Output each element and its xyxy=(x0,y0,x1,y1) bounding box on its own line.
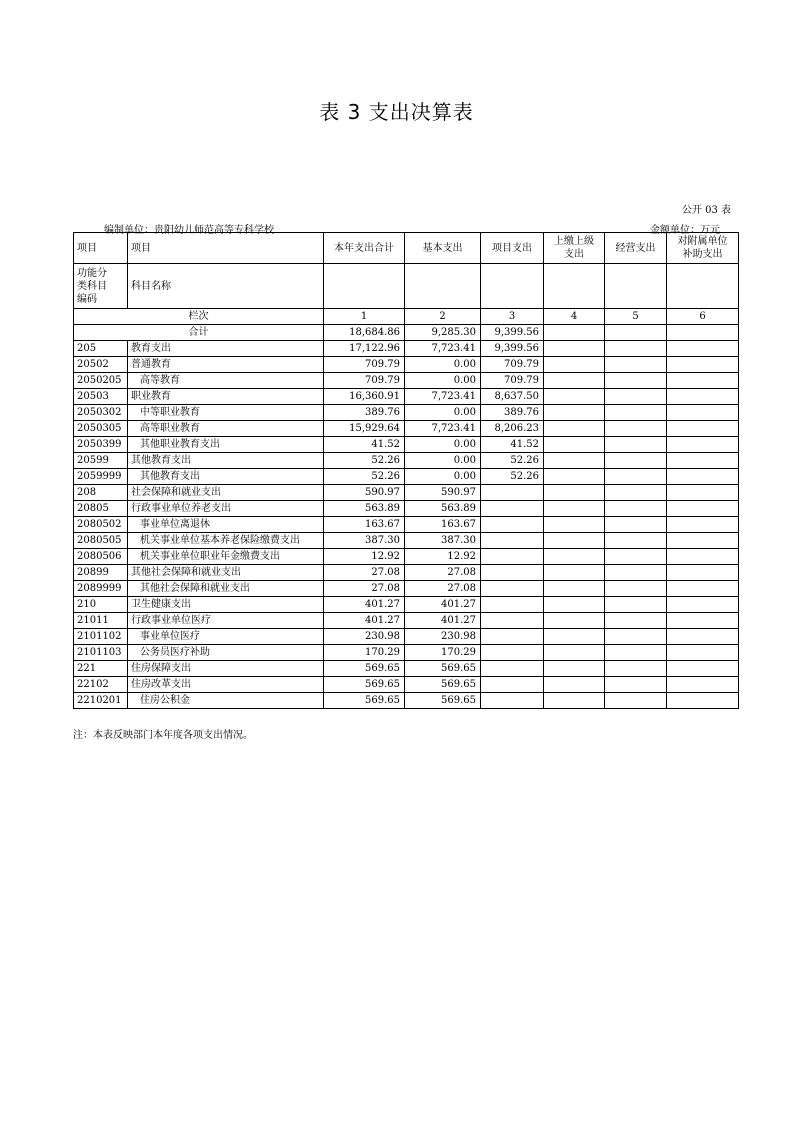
blank-cell xyxy=(605,501,667,517)
row-basic: 0.00 xyxy=(405,405,481,421)
column-number-5: 5 xyxy=(605,309,667,325)
row-basic: 0.00 xyxy=(405,453,481,469)
blank-cell xyxy=(667,581,739,597)
row-name: 其他教育支出 xyxy=(128,453,324,469)
blank-cell xyxy=(544,264,605,309)
amount-unit: 金额单位：万元 xyxy=(650,225,720,236)
blank-cell xyxy=(667,341,739,357)
table-row xyxy=(74,405,739,421)
row-total: 52.26 xyxy=(324,469,405,485)
row-code: 2080506 xyxy=(74,549,128,565)
row-name: 中等职业教育 xyxy=(128,405,324,421)
blank-cell xyxy=(667,357,739,373)
row-basic: 401.27 xyxy=(405,597,481,613)
blank-cell xyxy=(667,325,739,341)
compiling-unit: 编制单位：贵阳幼儿师范高等专科学校 xyxy=(104,225,274,236)
row-project xyxy=(481,613,544,629)
row-code: 2050305 xyxy=(74,421,128,437)
row-total: 590.97 xyxy=(324,485,405,501)
row-project: 52.26 xyxy=(481,469,544,485)
row-total: 401.27 xyxy=(324,597,405,613)
row-project xyxy=(481,565,544,581)
table-row xyxy=(74,565,739,581)
row-name: 高等职业教育 xyxy=(128,421,324,437)
row-total: 563.89 xyxy=(324,501,405,517)
header-upper xyxy=(544,233,605,264)
row-code: 2059999 xyxy=(74,469,128,485)
row-project xyxy=(481,693,544,709)
row-name: 其他社会保障和就业支出 xyxy=(128,581,324,597)
row-name: 事业单位离退休 xyxy=(128,517,324,533)
blank-cell xyxy=(544,565,605,581)
blank-cell xyxy=(605,677,667,693)
blank-cell xyxy=(605,341,667,357)
blank-cell xyxy=(544,373,605,389)
blank-cell xyxy=(544,341,605,357)
row-project xyxy=(481,629,544,645)
column-number-3: 3 xyxy=(481,309,544,325)
row-project xyxy=(481,517,544,533)
blank-cell xyxy=(405,264,481,309)
table-row xyxy=(74,437,739,453)
blank-cell xyxy=(667,629,739,645)
row-total: 230.98 xyxy=(324,629,405,645)
row-name: 事业单位医疗 xyxy=(128,629,324,645)
row-project xyxy=(481,581,544,597)
row-total: 387.30 xyxy=(324,533,405,549)
total-project: 9,399.56 xyxy=(481,325,544,341)
row-basic: 7,723.41 xyxy=(405,341,481,357)
row-basic: 401.27 xyxy=(405,613,481,629)
blank-cell xyxy=(605,389,667,405)
blank-cell xyxy=(605,405,667,421)
blank-cell xyxy=(544,437,605,453)
table-row xyxy=(74,389,739,405)
table-row xyxy=(74,629,739,645)
row-code: 2080505 xyxy=(74,533,128,549)
row-name: 社会保障和就业支出 xyxy=(128,485,324,501)
header-total: 本年支出合计 xyxy=(324,233,405,264)
blank-cell xyxy=(544,613,605,629)
header-code-2-line1: 功能分 xyxy=(77,267,107,279)
blank-cell xyxy=(544,581,605,597)
header-upper-line1: 上缴上级 xyxy=(554,236,594,247)
header-code-2-line3: 编码 xyxy=(77,293,97,305)
row-total: 41.52 xyxy=(324,437,405,453)
row-total: 569.65 xyxy=(324,693,405,709)
blank-cell xyxy=(667,373,739,389)
row-name: 住房保障支出 xyxy=(128,661,324,677)
blank-cell xyxy=(605,597,667,613)
table-row xyxy=(74,581,739,597)
table-row xyxy=(74,421,739,437)
row-code: 21011 xyxy=(74,613,128,629)
table-row xyxy=(74,357,739,373)
total-basic: 9,285.30 xyxy=(405,325,481,341)
header-subsidy xyxy=(667,233,739,264)
row-project xyxy=(481,661,544,677)
table-row xyxy=(74,501,739,517)
blank-cell xyxy=(605,613,667,629)
table-row xyxy=(74,597,739,613)
row-total: 170.29 xyxy=(324,645,405,661)
row-name: 行政事业单位养老支出 xyxy=(128,501,324,517)
row-total: 17,122.96 xyxy=(324,341,405,357)
row-code: 20502 xyxy=(74,357,128,373)
row-basic: 12.92 xyxy=(405,549,481,565)
total-row xyxy=(74,325,739,341)
row-code: 2050399 xyxy=(74,437,128,453)
row-name: 机关事业单位职业年金缴费支出 xyxy=(128,549,324,565)
blank-cell xyxy=(544,485,605,501)
blank-cell xyxy=(667,693,739,709)
blank-cell xyxy=(544,357,605,373)
row-basic: 27.08 xyxy=(405,581,481,597)
blank-cell xyxy=(667,264,739,309)
row-basic: 0.00 xyxy=(405,357,481,373)
blank-cell xyxy=(605,565,667,581)
blank-cell xyxy=(544,501,605,517)
blank-cell xyxy=(667,565,739,581)
blank-cell xyxy=(605,485,667,501)
row-basic: 0.00 xyxy=(405,373,481,389)
row-project: 389.76 xyxy=(481,405,544,421)
blank-cell xyxy=(605,264,667,309)
blank-cell xyxy=(667,597,739,613)
row-code: 210 xyxy=(74,597,128,613)
row-name: 其他社会保障和就业支出 xyxy=(128,565,324,581)
row-project xyxy=(481,597,544,613)
column-number-1: 1 xyxy=(324,309,405,325)
row-project: 52.26 xyxy=(481,453,544,469)
blank-cell xyxy=(667,613,739,629)
row-project: 8,637.50 xyxy=(481,389,544,405)
table-row xyxy=(74,517,739,533)
blank-cell xyxy=(605,629,667,645)
row-code: 22102 xyxy=(74,677,128,693)
row-code: 20805 xyxy=(74,501,128,517)
row-total: 27.08 xyxy=(324,581,405,597)
row-total: 709.79 xyxy=(324,373,405,389)
blank-cell xyxy=(605,533,667,549)
table-row xyxy=(74,613,739,629)
blank-cell xyxy=(667,677,739,693)
row-basic: 163.67 xyxy=(405,517,481,533)
expenditure-table xyxy=(73,232,739,709)
blank-cell xyxy=(605,645,667,661)
blank-cell xyxy=(544,629,605,645)
blank-cell xyxy=(605,693,667,709)
blank-cell xyxy=(667,485,739,501)
blank-cell xyxy=(605,517,667,533)
blank-cell xyxy=(324,264,405,309)
row-code: 2101103 xyxy=(74,645,128,661)
row-basic: 569.65 xyxy=(405,693,481,709)
row-project xyxy=(481,549,544,565)
header-project: 项目支出 xyxy=(481,233,544,264)
table-row xyxy=(74,661,739,677)
row-code: 2101102 xyxy=(74,629,128,645)
row-basic: 170.29 xyxy=(405,645,481,661)
table-row xyxy=(74,645,739,661)
table-row xyxy=(74,693,739,709)
row-name: 机关事业单位基本养老保险缴费支出 xyxy=(128,533,324,549)
header-subsidy-line1: 对附属单位 xyxy=(677,236,728,247)
row-total: 52.26 xyxy=(324,453,405,469)
row-basic: 387.30 xyxy=(405,533,481,549)
column-number-2: 2 xyxy=(405,309,481,325)
blank-cell xyxy=(544,533,605,549)
blank-cell xyxy=(544,693,605,709)
blank-cell xyxy=(667,453,739,469)
total-label: 合计 xyxy=(74,325,324,341)
blank-cell xyxy=(544,517,605,533)
row-total: 401.27 xyxy=(324,613,405,629)
row-project xyxy=(481,677,544,693)
table-row xyxy=(74,549,739,565)
row-name: 公务员医疗补助 xyxy=(128,645,324,661)
blank-cell xyxy=(667,421,739,437)
row-project: 41.52 xyxy=(481,437,544,453)
row-name: 卫生健康支出 xyxy=(128,597,324,613)
blank-cell xyxy=(544,677,605,693)
row-total: 12.92 xyxy=(324,549,405,565)
blank-cell xyxy=(605,453,667,469)
blank-cell xyxy=(544,325,605,341)
blank-cell xyxy=(667,661,739,677)
row-name: 职业教育 xyxy=(128,389,324,405)
row-basic: 230.98 xyxy=(405,629,481,645)
row-total: 709.79 xyxy=(324,357,405,373)
table-row xyxy=(74,485,739,501)
blank-cell xyxy=(667,645,739,661)
table-row xyxy=(74,341,739,357)
row-basic: 0.00 xyxy=(405,437,481,453)
row-code: 221 xyxy=(74,661,128,677)
header-row xyxy=(74,233,739,264)
row-code: 2050302 xyxy=(74,405,128,421)
row-total: 163.67 xyxy=(324,517,405,533)
table-row xyxy=(74,373,739,389)
blank-cell xyxy=(667,469,739,485)
blank-cell xyxy=(605,421,667,437)
header-code-2 xyxy=(74,264,128,309)
blank-cell xyxy=(667,389,739,405)
row-code: 20899 xyxy=(74,565,128,581)
blank-cell xyxy=(544,421,605,437)
blank-cell xyxy=(667,533,739,549)
row-project xyxy=(481,501,544,517)
blank-cell xyxy=(544,661,605,677)
blank-cell xyxy=(544,405,605,421)
header-business: 经营支出 xyxy=(605,233,667,264)
row-basic: 569.65 xyxy=(405,677,481,693)
page-title: 表 3 支出决算表 xyxy=(319,100,474,124)
row-total: 569.65 xyxy=(324,677,405,693)
header-upper-line2: 支出 xyxy=(564,249,584,260)
row-basic: 569.65 xyxy=(405,661,481,677)
blank-cell xyxy=(544,597,605,613)
footnote: 注：本表反映部门本年度各项支出情况。 xyxy=(73,730,253,741)
blank-cell xyxy=(605,469,667,485)
row-name: 高等教育 xyxy=(128,373,324,389)
row-project xyxy=(481,645,544,661)
header-code-2-line2: 类科目 xyxy=(77,280,107,292)
row-total: 16,360.91 xyxy=(324,389,405,405)
row-project xyxy=(481,533,544,549)
row-total: 15,929.64 xyxy=(324,421,405,437)
row-code: 20599 xyxy=(74,453,128,469)
header-code: 项目 xyxy=(74,233,128,264)
blank-cell xyxy=(605,437,667,453)
row-code: 2050205 xyxy=(74,373,128,389)
row-project xyxy=(481,485,544,501)
header-basic: 基本支出 xyxy=(405,233,481,264)
row-name: 住房改革支出 xyxy=(128,677,324,693)
row-code: 205 xyxy=(74,341,128,357)
row-name: 其他职业教育支出 xyxy=(128,437,324,453)
column-number-label: 栏次 xyxy=(74,309,324,325)
table-row xyxy=(74,469,739,485)
blank-cell xyxy=(605,357,667,373)
header-subsidy-line2: 补助支出 xyxy=(682,249,723,260)
blank-cell xyxy=(605,325,667,341)
total-amount: 18,684.86 xyxy=(324,325,405,341)
row-total: 389.76 xyxy=(324,405,405,421)
blank-cell xyxy=(605,373,667,389)
blank-cell xyxy=(667,405,739,421)
row-basic: 563.89 xyxy=(405,501,481,517)
header-row-2 xyxy=(74,264,739,309)
column-number-row xyxy=(74,309,739,325)
row-basic: 590.97 xyxy=(405,485,481,501)
blank-cell xyxy=(544,389,605,405)
blank-cell xyxy=(481,264,544,309)
blank-cell xyxy=(544,645,605,661)
table-row xyxy=(74,533,739,549)
row-project: 709.79 xyxy=(481,357,544,373)
row-name: 教育支出 xyxy=(128,341,324,357)
blank-cell xyxy=(667,517,739,533)
column-number-6: 6 xyxy=(667,309,739,325)
header-name: 项目 xyxy=(128,233,324,264)
row-name: 普通教育 xyxy=(128,357,324,373)
row-total: 27.08 xyxy=(324,565,405,581)
row-basic: 7,723.41 xyxy=(405,389,481,405)
blank-cell xyxy=(605,581,667,597)
blank-cell xyxy=(605,661,667,677)
row-name: 其他教育支出 xyxy=(128,469,324,485)
row-basic: 7,723.41 xyxy=(405,421,481,437)
row-code: 2089999 xyxy=(74,581,128,597)
row-total: 569.65 xyxy=(324,661,405,677)
row-name: 行政事业单位医疗 xyxy=(128,613,324,629)
row-code: 2210201 xyxy=(74,693,128,709)
form-number: 公开 03 表 xyxy=(681,205,731,216)
blank-cell xyxy=(605,549,667,565)
table-row xyxy=(74,677,739,693)
blank-cell xyxy=(667,501,739,517)
row-code: 208 xyxy=(74,485,128,501)
blank-cell xyxy=(544,453,605,469)
row-project: 9,399.56 xyxy=(481,341,544,357)
header-name-2: 科目名称 xyxy=(128,264,324,309)
row-basic: 27.08 xyxy=(405,565,481,581)
blank-cell xyxy=(544,469,605,485)
blank-cell xyxy=(544,549,605,565)
blank-cell xyxy=(667,437,739,453)
row-project: 709.79 xyxy=(481,373,544,389)
column-number-4: 4 xyxy=(544,309,605,325)
row-name: 住房公积金 xyxy=(128,693,324,709)
row-project: 8,206.23 xyxy=(481,421,544,437)
row-basic: 0.00 xyxy=(405,469,481,485)
row-code: 20503 xyxy=(74,389,128,405)
row-code: 2080502 xyxy=(74,517,128,533)
table-row xyxy=(74,453,739,469)
blank-cell xyxy=(667,549,739,565)
